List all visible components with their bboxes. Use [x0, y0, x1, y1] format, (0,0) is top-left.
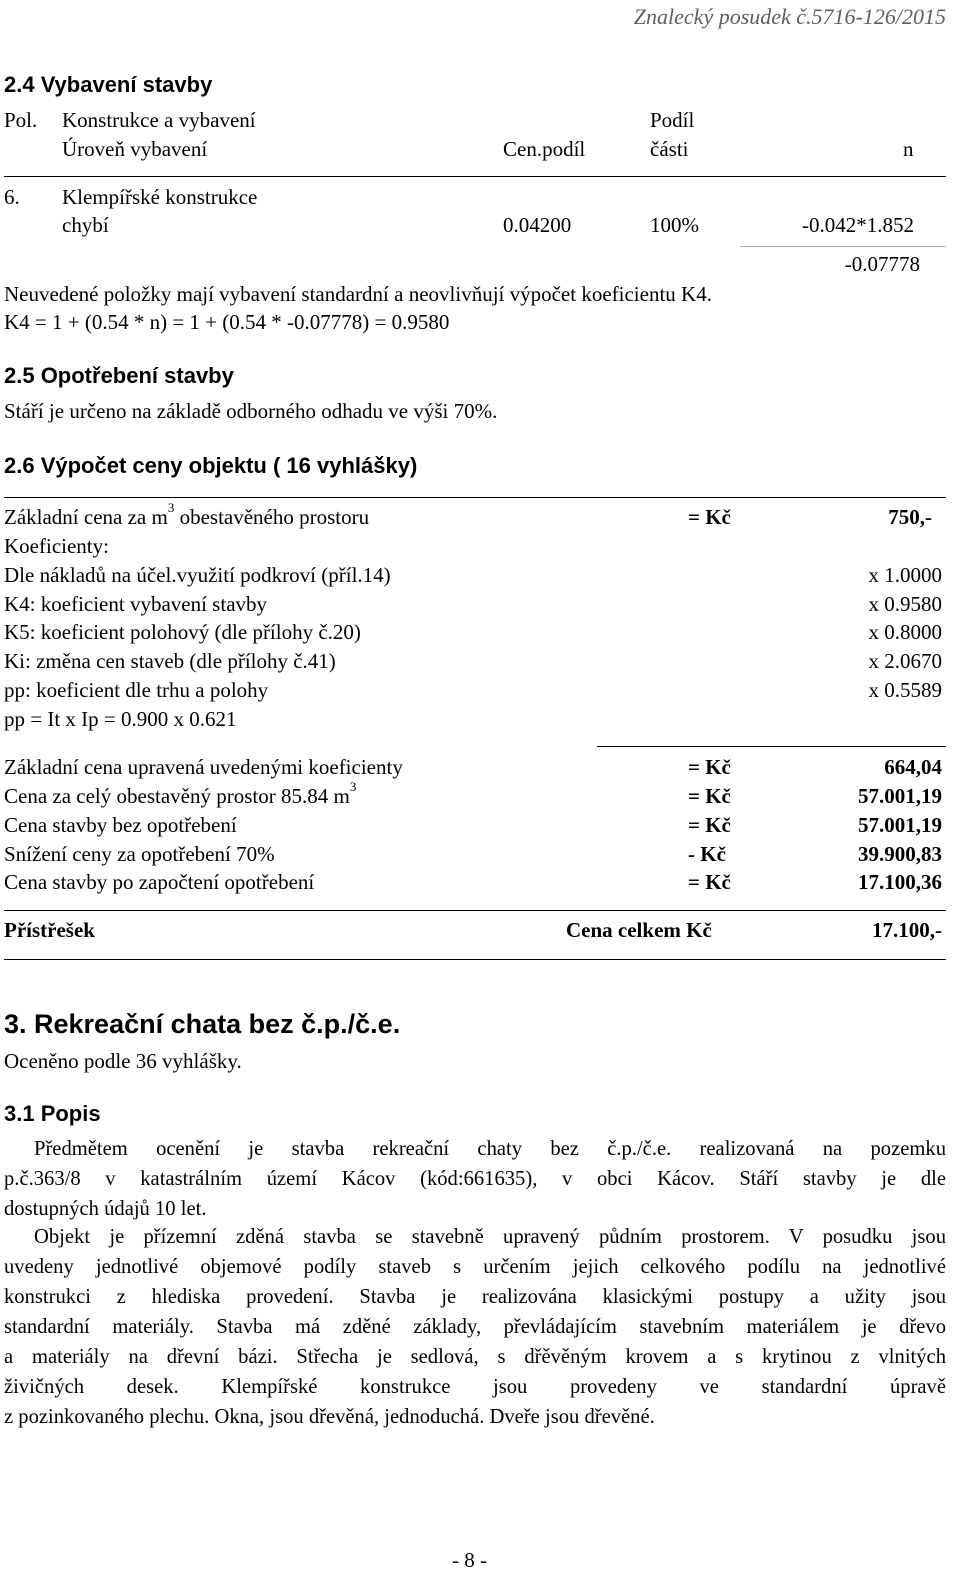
base-price-eq: = Kč [688, 505, 731, 529]
results-rule [597, 746, 946, 747]
result-label: Cena za celý obestavěný prostor 85.84 $m^3$ [4, 779, 357, 808]
col-uroven: Úroveň vybavení [62, 137, 208, 161]
result-eq: = Kč [688, 813, 731, 837]
calc-top-rule [4, 497, 946, 498]
wear-text: Stáří je určeno na základě odborného odhadu ve výši 70%. [4, 399, 498, 423]
result-value: 39.900,83 [858, 842, 942, 866]
section-heading-2-4: 2.4 Vybavení stavby [4, 72, 213, 97]
total-top-rule [4, 910, 946, 911]
row-name: Klempířské konstrukce [62, 185, 258, 209]
row-level: chybí [62, 213, 109, 237]
coef-label: Dle nákladů na účel.využití podkroví (příl.14) [4, 563, 391, 587]
coef-value: x 0.9580 [868, 592, 942, 616]
paragraph-line: Předmětem ocenění je stavba rekreační chaty bez č.p./č.e. realizovaná na pozemku [34, 1138, 946, 1160]
coefficients-label: Koeficienty: [4, 534, 109, 558]
section-heading-2-6: 2.6 Výpočet ceny objektu ( 16 vyhlášky) [4, 453, 418, 478]
coef-label: K4: koeficient vybavení stavby [4, 592, 268, 616]
paragraph-line: uvedeny jednotlivé objemové podíly staveb s určením jejich celkového podílu na jednotlivé [4, 1256, 946, 1278]
description-paragraph-1 [4, 1134, 946, 1224]
result-label: Snížení ceny za opotřebení 70% [4, 842, 275, 866]
total-bottom-rule [4, 959, 946, 960]
result-eq: = Kč [688, 870, 731, 894]
paragraph-line: dostupných údajů 10 let. [4, 1198, 207, 1220]
col-podil: Podíl [650, 108, 695, 132]
section-heading-3-1: 3.1 Popis [4, 1101, 101, 1126]
result-eq: - Kč [688, 842, 726, 866]
result-eq: = Kč [688, 784, 731, 808]
row-podil-pct: 100% [650, 213, 699, 237]
total-object-name: Přístřešek [4, 918, 95, 942]
col-pol: Pol. [4, 108, 38, 132]
row-number: 6. [4, 185, 20, 209]
sum-rule [740, 246, 946, 247]
result-label: Základní cena upravená uvedenými koeficienty [4, 755, 403, 779]
base-price-value: 750,- [888, 505, 932, 529]
coef-value: x 0.5589 [868, 678, 942, 702]
result-value: 17.100,36 [858, 870, 942, 894]
k4-formula: K4 = 1 + (0.54 * n) = 1 + (0.54 * -0.07778) = 0.9580 [4, 310, 450, 334]
paragraph-line: Objekt je přízemní zděná stavba se stavebně upravený půdním prostorem. V posudku jsou [34, 1226, 946, 1248]
total-value: 17.100,- [872, 918, 942, 942]
result-eq: = Kč [688, 755, 731, 779]
base-price-label: Základní cena za $m^3$ obestavěného prostoru [4, 500, 370, 529]
col-cen-podil: Cen.podíl [503, 137, 586, 161]
col-casti: části [650, 137, 689, 161]
result-label: Cena stavby bez opotřebení [4, 813, 237, 837]
paragraph-line: živičných desek. Klempířské konstrukce jsou provedeny ve standardní úpravě [4, 1376, 946, 1398]
row-calc: -0.042*1.852 [802, 213, 914, 237]
section-heading-3: 3. Rekreační chata bez č.p./č.e. [4, 1009, 401, 1039]
result-label: Cena stavby po započtení opotřebení [4, 870, 315, 894]
result-value: 664,04 [884, 755, 942, 779]
sum-n: -0.07778 [844, 252, 920, 276]
col-n: n [903, 137, 914, 161]
note-standard: Neuvedené položky mají vybavení standardní a neovlivňují výpočet koeficientu K4. [4, 282, 712, 306]
paragraph-line: konstrukci z hlediska provedení. Stavba je realizována klasickými postupy a užity jsou [4, 1286, 946, 1308]
coef-value: x 1.0000 [868, 563, 942, 587]
coef-value: x 2.0670 [868, 649, 942, 673]
document-header: Znalecký posudek č.5716-126/2015 [633, 4, 946, 29]
result-value: 57.001,19 [858, 784, 942, 808]
col-konstrukce: Konstrukce a vybavení [62, 108, 256, 132]
total-label: Cena celkem Kč [566, 918, 712, 942]
section-heading-2-5: 2.5 Opotřebení stavby [4, 363, 234, 388]
result-value: 57.001,19 [858, 813, 942, 837]
coef-label: pp: koeficient dle trhu a polohy [4, 678, 269, 702]
coef-label: Ki: změna cen staveb (dle přílohy č.41) [4, 649, 336, 673]
pp-formula: pp = It x Ip = 0.900 x 0.621 [4, 707, 237, 731]
section-3-subtitle: Oceněno podle 36 vyhlášky. [4, 1049, 242, 1073]
paragraph-line: p.č.363/8 v katastrálním území Kácov (kód:661635), v obci Kácov. Stáří stavby je dle [4, 1168, 946, 1190]
page-number: - 8 - [452, 1548, 487, 1572]
table-header-rule [4, 176, 946, 177]
coef-value: x 0.8000 [868, 620, 942, 644]
paragraph-line: z pozinkovaného plechu. Okna, jsou dřevěná, jednoduchá. Dveře jsou dřevěné. [4, 1406, 655, 1428]
description-paragraph-2 [4, 1222, 946, 1432]
row-cen-podil: 0.04200 [503, 213, 572, 237]
coef-label: K5: koeficient polohový (dle přílohy č.20) [4, 620, 361, 644]
paragraph-line: standardní materiály. Stavba má zděné základy, převládajícím stavebním materiálem je dřevo [4, 1316, 946, 1338]
paragraph-line: a materiály na dřevní bázi. Střecha je sedlová, s dřěvěným krovem a s krytinou z vlnitých [4, 1346, 946, 1368]
